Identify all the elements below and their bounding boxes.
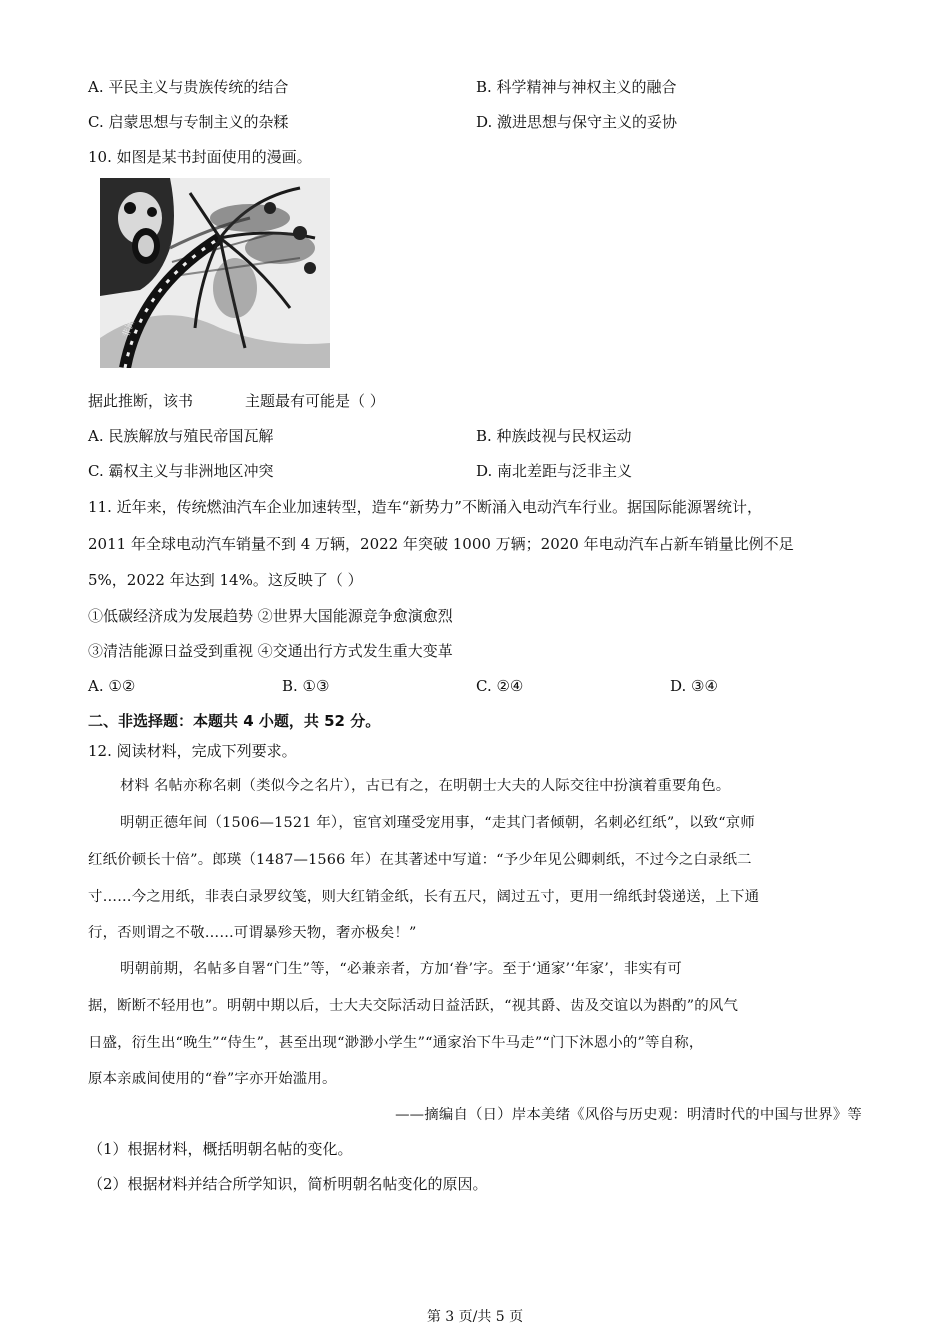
q10-option-b: B. 种族歧视与民权运动 — [476, 427, 632, 445]
q10-stem: 10. 如图是某书封面使用的漫画。 — [88, 148, 312, 166]
q12-material-p1: 材料 名帖亦称名刺（类似今之名片），古已有之，在明朝士大夫的人际交往中扮演着重要角色。 — [120, 778, 731, 794]
q11-line2: 2011 年全球电动汽车销量不到 4 万辆，2022 年突破 1000 万辆；2020 年电动汽车占新车销量比例不足 — [88, 535, 794, 553]
q12-stem: 12. 阅读材料，完成下列要求。 — [88, 742, 297, 760]
q12-material-p3-line3: 日盛，衍生出“晚生”“侍生”，甚至出现“渺渺小学生”“通家治下牛马走”“门下沐恩小的”等自称， — [88, 1035, 704, 1051]
q12-subquestion-2: （2）根据材料并结合所学知识，简析明朝名帖变化的原因。 — [88, 1175, 488, 1193]
q9-option-d: D. 激进思想与保守主义的妥协 — [476, 113, 678, 131]
q11-option-d: D. ③④ — [670, 677, 718, 695]
q12-material-p2-line1: 明朝正德年间（1506—1521 年），宦官刘瑾受宠用事，“走其门者倾朝，名刺必红纸”，以致“京师 — [120, 815, 755, 831]
trunk-label: 非洲 — [121, 318, 137, 340]
q9-option-c: C. 启蒙思想与专制主义的杂糅 — [88, 113, 289, 131]
q9-option-b: B. 科学精神与神权主义的融合 — [476, 78, 677, 96]
q10-option-a: A. 民族解放与殖民帝国瓦解 — [88, 427, 274, 445]
q10-ask-after: 主题最有可能是（ ） — [245, 392, 385, 410]
q12-material-p2-line3: 寸……今之用纸，非表白录罗纹笺，则大红销金纸，长有五尺，阔过五寸，更用一绵纸封袋递送，上下通 — [88, 889, 760, 905]
q12-subquestion-1: （1）根据材料，概括明朝名帖的变化。 — [88, 1140, 353, 1158]
q9-option-a: A. 平民主义与贵族传统的结合 — [88, 78, 289, 96]
q10-option-d: D. 南北差距与泛非主义 — [476, 462, 633, 480]
page-number: 第 3 页/共 5 页 — [426, 1309, 524, 1325]
q11-items-34: ③清洁能源日益受到重视 ④交通出行方式发生重大变革 — [88, 642, 453, 660]
cartoon-illustration — [100, 178, 330, 368]
q11-option-c: C. ②④ — [476, 677, 524, 695]
cartoon-figure — [100, 178, 330, 368]
section-heading: 二、非选择题：本题共 4 小题，共 52 分。 — [88, 712, 381, 730]
q10-ask-before: 据此推断，该书 — [88, 392, 194, 410]
q11-line1: 11. 近年来，传统燃油汽车企业加速转型，造车“新势力”不断涌入电动汽车行业。据国际能源署统计， — [88, 498, 762, 516]
q11-items-12: ①低碳经济成为发展趋势 ②世界大国能源竞争愈演愈烈 — [88, 607, 453, 625]
q12-source: ——摘编自（日）岸本美绪《风俗与历史观：明清时代的中国与世界》等 — [395, 1107, 862, 1123]
q10-option-c: C. 霸权主义与非洲地区冲突 — [88, 462, 274, 480]
q11-option-b: B. ①③ — [282, 677, 330, 695]
q11-option-a: A. ①② — [88, 677, 136, 695]
q11-line3: 5%，2022 年达到 14%。这反映了（ ） — [88, 571, 363, 589]
q12-material-p3-line4: 原本亲戚间使用的“眷”字亦开始滥用。 — [88, 1071, 337, 1087]
q12-material-p2-line2: 红纸价顿长十倍”。郎瑛（1487—1566 年）在其著述中写道：“予少年见公卿刺纸，不过今之白录纸二 — [88, 852, 752, 868]
q12-material-p3-line2: 据，断断不轻用也”。明朝中期以后，士大夫交际活动日益活跃，“视其爵、齿及交谊以为斟酌”的风气 — [88, 998, 739, 1014]
q10-ask — [88, 390, 385, 412]
q12-material-p2-line4: 行，否则谓之不敬……可谓暴殄天物，奢亦极矣！” — [88, 925, 417, 941]
q12-material-p3-line1: 明朝前期，名帖多自署“门生”等，“必兼亲者，方加‘眷’字。至于‘通家’‘年家’，非实有可 — [120, 961, 682, 977]
